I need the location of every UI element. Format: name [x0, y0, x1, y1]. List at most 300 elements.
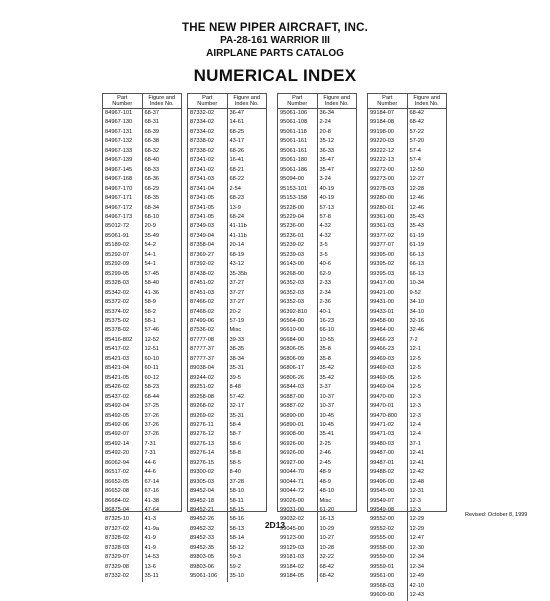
table-row: [188, 383, 266, 392]
part-number-cell: 99129-03: [278, 544, 317, 553]
part-number-cell: 85189-02: [103, 241, 142, 250]
table-row: [103, 430, 181, 439]
figure-index-cell: 12-49: [409, 573, 425, 580]
part-number-cell: 89276-11: [188, 421, 227, 430]
part-number-cell: 99458-00: [368, 317, 407, 326]
part-number-cell: 86517-02: [103, 468, 142, 477]
part-number-cell: 96908-00: [278, 430, 317, 439]
part-number-cell: 96684-00: [278, 336, 317, 345]
figure-index-cell: 57-4: [409, 147, 421, 154]
figure-index-cell: 20-8: [319, 128, 331, 135]
table-row: [278, 506, 356, 515]
figure-index-cell: 68-42: [319, 563, 335, 570]
table-row: [188, 260, 266, 269]
part-number-cell: 89803-06: [188, 563, 227, 572]
figure-index-cell: 3-37: [319, 384, 331, 391]
figure-index-cell: 41-11b: [229, 232, 247, 239]
table-row: [368, 185, 446, 194]
part-number-cell: 84967-139: [103, 156, 142, 165]
table-row: [278, 326, 356, 335]
part-number-cell: 87329-07: [103, 553, 142, 562]
part-number-cell: 99609-00: [368, 591, 407, 600]
figure-index-cell: 41-9: [144, 535, 156, 542]
index-table-1: [102, 93, 182, 580]
part-number-cell: 95094-00: [278, 175, 317, 184]
figure-index-cell: 12-5: [409, 384, 421, 391]
table-row: [103, 553, 181, 562]
part-number-cell: 99361-03: [368, 222, 407, 231]
table-row: [278, 232, 356, 241]
figure-index-cell: 12-34: [409, 563, 425, 570]
part-number-cell: 99549-07: [368, 497, 407, 506]
part-number-cell: 99552-00: [368, 515, 407, 524]
part-number-cell: 89300-02: [188, 468, 227, 477]
part-number-cell: 99273-00: [368, 175, 407, 184]
figure-index-cell: 12-3: [409, 412, 421, 419]
table-row: [278, 393, 356, 402]
part-number-cell: 89276-15: [188, 459, 227, 468]
figure-index-cell: 10-34: [409, 280, 425, 287]
figure-index-cell: 3-24: [319, 176, 331, 183]
figure-index-cell: 35-47: [319, 166, 335, 173]
figure-index-cell: 37-27: [229, 289, 245, 296]
table-row: [278, 553, 356, 562]
part-number-cell: 99466-23: [368, 336, 407, 345]
part-number-cell: 95061-106: [188, 572, 227, 581]
part-number-cell: 99470-800: [368, 412, 407, 421]
figure-index-cell: 37-1: [409, 440, 421, 447]
table-row: [368, 440, 446, 449]
figure-index-cell: 57-8: [319, 213, 331, 220]
figure-index-cell: 13-6: [144, 563, 156, 570]
figure-index-cell: 66-13: [409, 261, 425, 268]
figure-index-cell: 10-45: [319, 421, 335, 428]
part-number-cell: 90044-71: [278, 478, 317, 487]
part-number-cell: 87341-05: [188, 213, 227, 222]
part-number-cell: 85492-06: [103, 421, 142, 430]
part-number-cell: 95239-02: [278, 241, 317, 250]
table-row: [188, 308, 266, 317]
figure-index-cell: 32-17: [229, 403, 245, 410]
figure-index-cell: 36-47: [229, 110, 245, 116]
table-row: [188, 430, 266, 439]
table-row: [278, 563, 356, 572]
figure-index-cell: 58-11: [229, 497, 244, 504]
figure-index-cell: 58-8: [229, 450, 241, 457]
figure-index-cell: 2-36: [319, 299, 331, 306]
index-title: NUMERICAL INDEX: [193, 66, 357, 85]
table-row: [188, 364, 266, 373]
figure-index-cell: 2-33: [319, 280, 331, 287]
figure-index-cell: 12-48: [409, 478, 425, 485]
table-row: [278, 298, 356, 307]
part-number-cell: 99417-00: [368, 279, 407, 288]
table-row: [188, 478, 266, 487]
table-row: [368, 109, 446, 119]
part-number-cell: 99045-00: [278, 525, 317, 534]
part-number-cell: 99278-03: [368, 185, 407, 194]
table-row: [278, 185, 356, 194]
part-number-cell: 87777-08: [188, 336, 227, 345]
table-row: [188, 166, 266, 175]
part-number-cell: 89276-12: [188, 430, 227, 439]
figure-index-cell: 62-9: [319, 270, 331, 277]
table-row: [368, 563, 446, 572]
table-row: [278, 279, 356, 288]
table-row: [368, 582, 446, 591]
table-row: [368, 591, 446, 600]
table-row: [368, 393, 446, 402]
table-row: [103, 364, 181, 373]
part-number-cell: 85492-04: [103, 402, 142, 411]
part-number-cell: 87341-02: [188, 156, 227, 165]
part-number-cell: 89452-26: [188, 515, 227, 524]
part-number-cell: 99549-08: [368, 506, 407, 515]
figure-index-cell: 68-35: [144, 195, 160, 202]
figure-index-cell: 54-2: [144, 242, 156, 249]
table-row: [103, 156, 181, 165]
figure-index-cell: 36-34: [319, 110, 335, 116]
figure-index-cell: 20-9: [144, 223, 156, 230]
table-row: [368, 270, 446, 279]
part-number-cell: 84967-101: [103, 109, 142, 119]
part-number-cell: 99026-00: [278, 497, 317, 506]
figure-index-cell: 37-26: [144, 421, 160, 428]
table-row: [278, 430, 356, 439]
figure-index-cell: 68-32: [144, 147, 160, 154]
part-number-cell: 87451-03: [188, 289, 227, 298]
figure-index-cell: 58-9: [144, 299, 156, 306]
figure-index-cell: 41-11b: [229, 223, 247, 230]
part-number-cell: 86875-04: [103, 506, 142, 515]
part-number-cell: 87392-02: [188, 260, 227, 269]
part-number-cell: 89452-04: [188, 487, 227, 496]
figure-index-cell: 44-6: [144, 469, 156, 476]
figure-index-cell: 12-42: [409, 469, 425, 476]
table-row: [278, 402, 356, 411]
figure-index-cell: 35-31: [229, 412, 245, 419]
table-row: [103, 468, 181, 477]
table-row: [103, 412, 181, 421]
part-number-cell: 99487-00: [368, 449, 407, 458]
figure-index-cell: 12-52: [144, 336, 160, 343]
part-number-cell: 99272-00: [368, 166, 407, 175]
table-row: [103, 289, 181, 298]
table-row: [278, 412, 356, 421]
column-header-figure: Figure and Index No.: [407, 94, 446, 109]
table-row: [103, 563, 181, 572]
table-row: [278, 137, 356, 146]
figure-index-cell: 14-53: [144, 554, 160, 561]
table-row: [103, 279, 181, 288]
figure-index-cell: 57-45: [144, 270, 160, 277]
figure-index-cell: 58-4: [229, 421, 241, 428]
figure-index-cell: 61-20: [319, 507, 335, 514]
table-row: [278, 544, 356, 553]
part-number-cell: 87334-02: [188, 128, 227, 137]
table-row: [188, 345, 266, 354]
part-number-cell: 85378-02: [103, 326, 142, 335]
part-number-cell: 85426-02: [103, 383, 142, 392]
index-table-3: [277, 93, 357, 580]
table-row: [368, 204, 446, 213]
part-number-cell: 87329-08: [103, 563, 142, 572]
figure-index-cell: 68-29: [144, 185, 160, 192]
figure-index-cell: 43-12: [229, 261, 245, 268]
figure-index-cell: 12-31: [409, 488, 425, 495]
figure-index-cell: 12-46: [409, 195, 425, 202]
part-number-cell: 99222-12: [368, 147, 407, 156]
part-number-cell: 96890-00: [278, 412, 317, 421]
part-number-cell: 99280-00: [368, 194, 407, 203]
part-number-cell: 96926-00: [278, 440, 317, 449]
part-number-cell: 86062-94: [103, 459, 142, 468]
figure-index-cell: 68-10: [144, 213, 160, 220]
table-row: [278, 166, 356, 175]
figure-index-cell: 57-42: [229, 393, 245, 400]
table-row: [278, 497, 356, 506]
table-row: [368, 572, 446, 581]
part-number-cell: 87328-02: [103, 534, 142, 543]
part-number-cell: 89276-14: [188, 449, 227, 458]
part-number-cell: 85421-04: [103, 364, 142, 373]
table-row: [368, 553, 446, 562]
table-row: [103, 326, 181, 335]
part-number-cell: 87327-02: [103, 525, 142, 534]
table-row: [188, 534, 266, 543]
figure-index-cell: 12-3: [409, 393, 421, 400]
table-row: [368, 468, 446, 477]
table-row: [278, 289, 356, 298]
table-row: [368, 251, 446, 260]
part-number-cell: 95061-108: [278, 118, 317, 127]
table-row: [368, 241, 446, 250]
part-number-cell: 87341-05: [188, 194, 227, 203]
table-row: [278, 345, 356, 354]
figure-index-cell: 68-39: [144, 128, 160, 135]
part-number-cell: 99555-00: [368, 534, 407, 543]
table-row: [278, 109, 356, 119]
table-row: [278, 270, 356, 279]
table-row: [188, 137, 266, 146]
figure-index-cell: 57-19: [229, 317, 245, 324]
table-row: [188, 222, 266, 231]
figure-index-cell: 32-16: [409, 317, 425, 324]
part-number-cell: 99471-02: [368, 421, 407, 430]
part-number-cell: 85012-72: [103, 222, 142, 231]
figure-index-cell: 35-43: [409, 213, 425, 220]
table-row: [188, 156, 266, 165]
figure-index-cell: 10-37: [319, 393, 335, 400]
part-number-cell: 87358-04: [188, 241, 227, 250]
figure-index-cell: 12-47: [409, 535, 425, 542]
part-number-cell: 99480-03: [368, 440, 407, 449]
table-row: [368, 421, 446, 430]
table-row: [103, 478, 181, 487]
part-number-cell: 99558-00: [368, 544, 407, 553]
figure-index-cell: 36-33: [319, 147, 335, 154]
figure-index-cell: 35-35b: [229, 270, 248, 277]
table-row: [188, 317, 266, 326]
part-number-cell: 87332-02: [103, 572, 142, 581]
figure-index-cell: 8-48: [229, 384, 241, 391]
figure-index-cell: 39-5: [229, 374, 241, 381]
part-number-cell: 95061-106: [278, 109, 317, 119]
column-header-figure: Figure and Index No.: [317, 94, 356, 109]
table-row: [103, 166, 181, 175]
part-number-cell: 99433-01: [368, 308, 407, 317]
part-number-cell: 99032-02: [278, 515, 317, 524]
table-row: [103, 506, 181, 515]
figure-index-cell: 16-13: [319, 516, 335, 523]
part-number-cell: 99470-01: [368, 402, 407, 411]
figure-index-cell: 68-37: [144, 110, 160, 116]
figure-index-cell: 12-3: [409, 403, 421, 410]
table-row: [103, 383, 181, 392]
figure-index-cell: 42-10: [409, 582, 425, 589]
part-number-cell: 89452-33: [188, 534, 227, 543]
table-row: [278, 308, 356, 317]
table-row: [368, 506, 446, 515]
figure-index-cell: 68-25: [229, 128, 245, 135]
part-number-cell: 99377-07: [368, 241, 407, 250]
figure-index-cell: 32-22: [319, 554, 335, 561]
part-number-cell: 99031-00: [278, 506, 317, 515]
part-number-cell: 85061-91: [103, 232, 142, 241]
table-row: [188, 449, 266, 458]
figure-index-cell: 66-13: [409, 270, 425, 277]
part-number-cell: 99181-03: [278, 553, 317, 562]
table-row: [188, 412, 266, 421]
figure-index-cell: 12-28: [409, 185, 425, 192]
part-number-cell: 85375-02: [103, 317, 142, 326]
table-row: [368, 544, 446, 553]
part-number-cell: 86652-08: [103, 487, 142, 496]
table-row: [103, 497, 181, 506]
column-header-part: Part Number: [103, 94, 142, 109]
part-number-cell: 96887-00: [278, 393, 317, 402]
part-number-cell: 85416-802: [103, 336, 142, 345]
figure-index-cell: 20-2: [229, 308, 241, 315]
table-row: [368, 487, 446, 496]
figure-index-cell: 47-64: [144, 507, 160, 514]
part-number-cell: 89452-18: [188, 497, 227, 506]
part-number-cell: 84967-172: [103, 204, 142, 213]
part-number-cell: 99488-02: [368, 468, 407, 477]
table-row: [368, 128, 446, 137]
figure-index-cell: 34-10: [409, 308, 425, 315]
figure-index-cell: 2-45: [319, 459, 331, 466]
part-number-cell: 84967-168: [103, 175, 142, 184]
part-number-cell: 95061-118: [278, 128, 317, 137]
figure-index-cell: 12-29: [409, 525, 425, 532]
figure-index-cell: 12-5: [409, 355, 421, 362]
part-number-cell: 99184-08: [368, 118, 407, 127]
part-number-cell: 87341-04: [188, 185, 227, 194]
table-row: [103, 421, 181, 430]
part-number-cell: 95239-03: [278, 251, 317, 260]
part-number-cell: 89276-13: [188, 440, 227, 449]
part-number-cell: 96806-05: [278, 345, 317, 354]
table-row: [103, 459, 181, 468]
part-number-cell: 87328-03: [103, 544, 142, 553]
part-number-cell: 96352-03: [278, 289, 317, 298]
table-row: [188, 506, 266, 515]
part-number-cell: 87341-05: [188, 204, 227, 213]
part-number-cell: 99466-23: [368, 345, 407, 354]
figure-index-cell: Misc: [319, 497, 332, 504]
figure-index-cell: 35-47: [319, 157, 335, 164]
part-number-cell: 99280-01: [368, 204, 407, 213]
part-number-cell: 96890-01: [278, 421, 317, 430]
part-number-cell: 89452-21: [188, 506, 227, 515]
table-row: [368, 232, 446, 241]
part-number-cell: 95061-180: [278, 156, 317, 165]
figure-index-cell: 12-4: [409, 431, 421, 438]
figure-index-cell: 57-4: [409, 157, 421, 164]
figure-index-cell: 35-42: [319, 374, 335, 381]
figure-index-cell: 2-46: [319, 450, 331, 457]
table-row: [368, 497, 446, 506]
figure-index-cell: 68-22: [229, 176, 245, 183]
figure-index-cell: 41-9: [144, 544, 156, 551]
table-row: [188, 563, 266, 572]
figure-index-cell: 68-31: [144, 119, 160, 126]
part-number-cell: 99552-02: [368, 525, 407, 534]
figure-index-cell: 35-8: [319, 355, 331, 362]
figure-index-cell: 48-10: [319, 488, 335, 495]
figure-index-cell: 48-9: [319, 478, 331, 485]
figure-index-cell: 58-15: [229, 507, 245, 514]
table-row: [188, 326, 266, 335]
part-number-cell: 95153-101: [278, 185, 317, 194]
table-row: [188, 459, 266, 468]
index-table-4: [367, 93, 447, 599]
part-number-cell: 87369-27: [188, 251, 227, 260]
part-number-cell: 96352-03: [278, 279, 317, 288]
table-row: [188, 421, 266, 430]
table-row: [368, 412, 446, 421]
table-row: [103, 213, 181, 222]
figure-index-cell: 8-40: [229, 469, 241, 476]
table-row: [278, 383, 356, 392]
figure-index-cell: 68-38: [144, 138, 160, 145]
figure-index-cell: 54-1: [144, 261, 156, 268]
figure-index-cell: 37-28: [229, 478, 245, 485]
part-number-cell: 99469-03: [368, 355, 407, 364]
part-number-cell: 95153-158: [278, 194, 317, 203]
model-title: PA-28-161 WARRIOR III: [220, 35, 330, 46]
figure-index-cell: 4-32: [319, 223, 331, 230]
table-row: [188, 544, 266, 553]
table-row: [368, 383, 446, 392]
figure-index-cell: 68-44: [144, 393, 160, 400]
part-number-cell: 84967-133: [103, 147, 142, 156]
part-number-cell: 87777-37: [188, 355, 227, 364]
part-number-cell: 87332-02: [188, 109, 227, 119]
figure-index-cell: 35-49: [144, 232, 160, 239]
part-number-cell: 87341-02: [188, 166, 227, 175]
figure-index-cell: 7-31: [144, 440, 156, 447]
table-row: [368, 213, 446, 222]
table-row: [278, 156, 356, 165]
table-row: [188, 147, 266, 156]
table-row: [103, 222, 181, 231]
table-row: [368, 289, 446, 298]
figure-index-cell: 44-6: [144, 459, 156, 466]
part-number-cell: 85328-03: [103, 279, 142, 288]
revision-date: Revised: October 8, 1999: [465, 512, 528, 518]
